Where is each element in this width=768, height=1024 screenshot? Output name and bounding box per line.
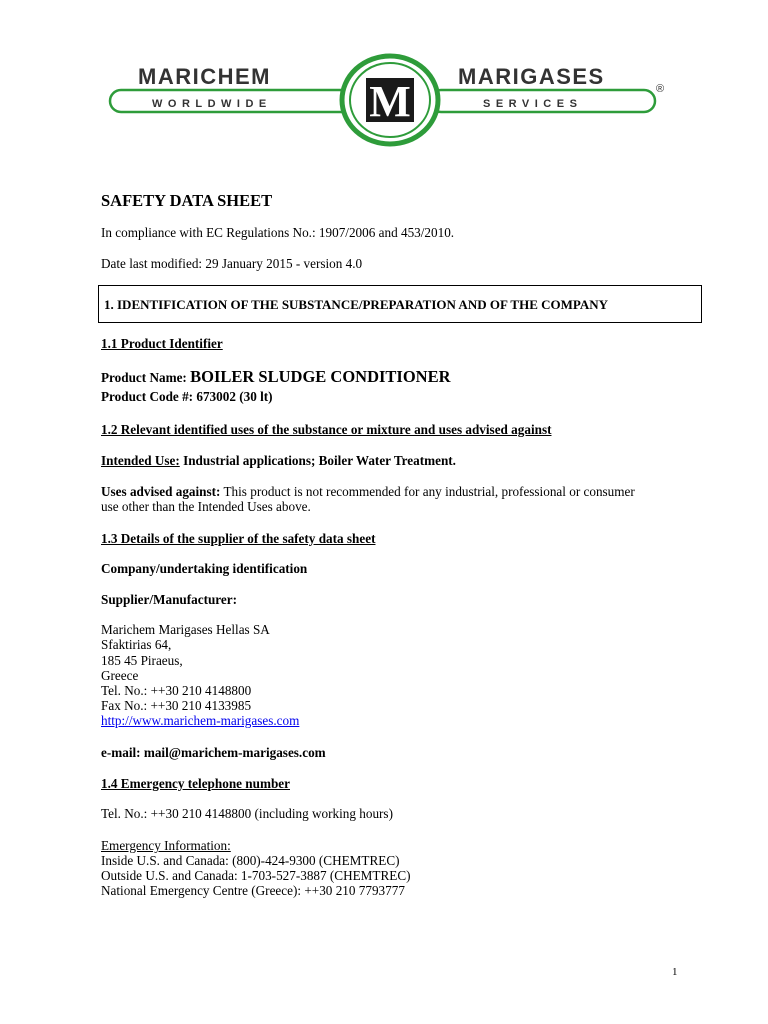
compliance-line: In compliance with EC Regulations No.: 1907/2006 and 453/2010. xyxy=(101,225,455,240)
emergency-line: Outside U.S. and Canada: 1-703-527-3887 (CHEMTREC) xyxy=(101,868,411,883)
logo-right-brand: MARIGASES xyxy=(458,64,605,89)
intended-use-value: Industrial applications; Boiler Water Treatment. xyxy=(179,453,456,468)
supplier-label: Supplier/Manufacturer: xyxy=(101,592,238,607)
supplier-fax: Fax No.: ++30 210 4133985 xyxy=(101,698,252,713)
logo-left-tagline: WORLDWIDE xyxy=(152,98,272,110)
section-1-heading-box xyxy=(98,285,702,323)
website-link[interactable]: http://www.marichem-marigases.com xyxy=(101,713,300,728)
marichem-marigases-logo xyxy=(100,52,680,147)
emergency-line: Inside U.S. and Canada: (800)-424-9300 (CHEMTREC) xyxy=(101,853,400,868)
product-name-row xyxy=(101,369,451,385)
logo-left-brand: MARICHEM xyxy=(138,64,271,89)
logo-right-tagline: SERVICES xyxy=(483,98,583,110)
uses-against-row xyxy=(101,484,635,499)
uses-against-label: Uses advised against: xyxy=(101,484,221,499)
email-line: e-mail: mail@marichem-marigases.com xyxy=(101,745,326,760)
document-title: SAFETY DATA SHEET xyxy=(101,191,273,210)
logo-reg-mark: ® xyxy=(656,83,665,95)
address-line: 185 45 Piraeus, xyxy=(101,653,183,668)
emergency-info-label: Emergency Information: xyxy=(101,838,231,853)
uses-against-line2: use other than the Intended Uses above. xyxy=(101,499,311,514)
company-logo xyxy=(100,52,680,147)
intended-use-row xyxy=(101,453,456,468)
date-modified: Date last modified: 29 January 2015 - version 4.0 xyxy=(101,256,363,271)
emergency-line: National Emergency Centre (Greece): ++30 210 7793777 xyxy=(101,883,405,898)
logo-center-letter: M xyxy=(369,77,411,126)
emergency-tel: Tel. No.: ++30 210 4148800 (including working hours) xyxy=(101,806,393,821)
product-code: Product Code #: 673002 (30 lt) xyxy=(101,389,273,404)
section-1-3-heading: 1.3 Details of the supplier of the safety data sheet xyxy=(101,531,376,546)
supplier-tel: Tel. No.: ++30 210 4148800 xyxy=(101,683,252,698)
website-row xyxy=(101,713,299,728)
section-1-1-heading: 1.1 Product Identifier xyxy=(101,336,223,351)
company-identification: Company/undertaking identification xyxy=(101,561,308,576)
section-1-4-heading: 1.4 Emergency telephone number xyxy=(101,776,290,791)
product-name-value: BOILER SLUDGE CONDITIONER xyxy=(190,367,451,386)
product-name-label: Product Name: xyxy=(101,370,191,385)
section-1-heading: 1. IDENTIFICATION OF THE SUBSTANCE/PREPARATION AND OF THE COMPANY xyxy=(104,297,609,312)
page-number: 1 xyxy=(672,966,678,978)
uses-against-line1: This product is not recommended for any industrial, professional or consumer xyxy=(220,484,635,499)
address-line: Marichem Marigases Hellas SA xyxy=(101,622,270,637)
address-line: Greece xyxy=(101,668,139,683)
section-1-2-heading: 1.2 Relevant identified uses of the substance or mixture and uses advised against xyxy=(101,422,552,437)
intended-use-label: Intended Use: xyxy=(101,453,180,468)
address-line: Sfaktirias 64, xyxy=(101,637,172,652)
